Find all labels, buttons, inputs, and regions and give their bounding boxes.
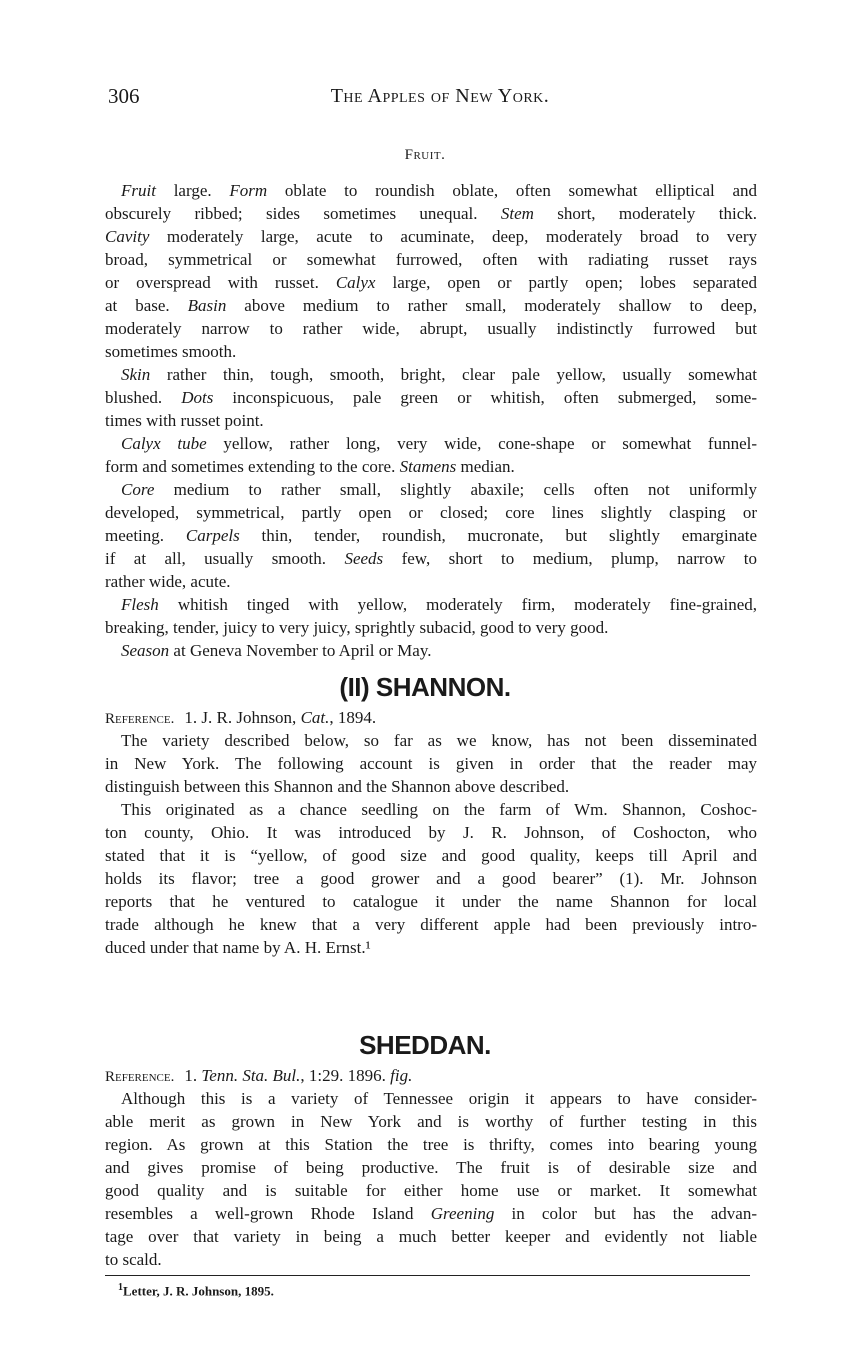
text-run: resembles a well-grown Rhode Island [105,1204,431,1223]
text-line [105,1202,757,1225]
shannon-reference [105,706,757,729]
text-line [105,1110,757,1133]
text-run: duced under that name by A. H. Ernst.¹ [105,938,371,957]
footnote-text: Letter, J. R. Johnson, 1895. [123,1283,274,1299]
shannon-section [105,706,757,959]
sheddan-body [105,1087,757,1271]
text-line [105,775,757,798]
text-run: distinguish between this Shannon and the Shannon above described. [105,777,570,796]
paragraph [105,1087,757,1271]
text-run: short, moderately thick. [533,204,757,223]
text-run: moderately narrow to rather wide, abrupt, usually indistinctly furrowed but [105,319,757,338]
text-line [105,455,757,478]
text-line [105,1248,757,1271]
text-run: above medium to rather small, moderately shallow to deep, [226,296,757,315]
italic-term: Fruit [121,181,156,200]
text-run: 1. J. R. Johnson, [184,708,301,727]
text-line [105,271,757,294]
paragraph [105,432,757,478]
text-line [105,409,757,432]
section-heading-fruit: Fruit. [404,147,446,163]
text-run: and gives promise of being productive. The fruit is of desirable size and [105,1158,757,1177]
paragraph [105,179,757,363]
text-run: tage over that variety in being a much better keeper and evidently not liable [105,1227,757,1246]
text-run: ton county, Ohio. It was introduced by J. R. Johnson, of Coshocton, who [105,823,757,842]
text-line [105,547,757,570]
footnote [118,1282,274,1299]
italic-term: Seeds [344,549,384,568]
footnote-mark: 1 [118,1282,123,1293]
text-run: times with russet point. [105,411,264,430]
text-line [105,639,757,662]
text-run: rather thin, tough, smooth, bright, clear pale yellow, usually somewhat [150,365,757,384]
reference-text [184,1066,412,1085]
text-line [105,202,757,225]
text-run: stated that it is “yellow, of good size and good quality, keeps till April and [105,846,757,865]
text-run: reports that he ventured to catalogue it under the name Shannon for local [105,892,757,911]
text-line [105,179,757,202]
text-run: 1. [184,1066,202,1085]
text-run: meeting. [105,526,186,545]
text-line [105,913,757,936]
italic-term: Cavity [105,227,150,246]
text-run: obscurely ribbed; sides sometimes unequal. [105,204,501,223]
italic-term: Greening [430,1204,495,1223]
text-line [105,821,757,844]
italic-term: Calyx tube [121,434,207,453]
text-run: large, open or partly open; lobes separated [375,273,757,292]
text-run: breaking, tender, juicy to very juicy, sprightly subacid, good to very good. [105,618,609,637]
reference-label: Reference. [105,1069,175,1085]
text-line [105,1156,757,1179]
italic-term: Cat. [300,708,330,727]
text-run: in color but has the advan- [494,1204,757,1223]
text-run: good quality and is suitable for either home use or market. It somewhat [105,1181,757,1200]
text-line [105,478,757,501]
text-run: broad, symmetrical or somewhat furrowed, often with radiating russet rays [105,250,757,269]
text-line [105,294,757,317]
italic-term: fig. [390,1066,413,1085]
heading-sheddan: SHEDDAN. [359,1030,491,1060]
reference-text [184,708,376,727]
paragraph [105,729,757,798]
italic-term: Stamens [399,457,457,476]
text-line [105,844,757,867]
text-run: rather wide, acute. [105,572,231,591]
text-run: whitish tinged with yellow, moderately firm, moderately fine-grained, [158,595,757,614]
text-run: region. As grown at this Station the tree is thrifty, comes into bearing young [105,1135,757,1154]
italic-term: Basin [187,296,227,315]
text-run: developed, symmetrical, partly open or closed; core lines slightly clasping or [105,503,757,522]
text-run: moderately large, acute to acuminate, deep, moderately broad to very [149,227,757,246]
italic-term: Flesh [121,595,159,614]
italic-term: Tenn. Sta. Bul. [201,1066,301,1085]
text-run: This originated as a chance seedling on the farm of Wm. Shannon, Coshoc- [121,800,757,819]
text-line [105,225,757,248]
italic-term: Dots [181,388,214,407]
text-run: Although this is a variety of Tennessee origin it appears to have consider- [121,1089,757,1108]
text-line [105,1133,757,1156]
paragraph [105,798,757,959]
text-line [105,867,757,890]
italic-term: Season [121,641,170,660]
text-run: or overspread with russet. [105,273,336,292]
sheddan-section [105,1064,757,1271]
text-run: The variety described below, so far as we know, has not been disseminated [121,731,757,750]
paragraph [105,478,757,593]
text-run: holds its flavor; tree a good grower and a good bearer” (1). Mr. Johnson [105,869,757,888]
text-line [105,363,757,386]
text-run: large. [155,181,230,200]
text-line [105,1225,757,1248]
text-run: yellow, rather long, very wide, cone-shape or somewhat funnel- [206,434,758,453]
text-line [105,616,757,639]
page-number: 306 [108,84,140,108]
text-line [105,501,757,524]
text-run: few, short to medium, plump, narrow to [383,549,757,568]
italic-term: Carpels [185,526,240,545]
paragraph [105,363,757,432]
text-run: , 1894. [329,708,377,727]
text-line [105,317,757,340]
text-run: if at all, usually smooth. [105,549,345,568]
text-line [105,570,757,593]
text-run: at Geneva November to April or May. [169,641,432,660]
text-run: to scald. [105,1250,162,1269]
text-run: blushed. [105,388,182,407]
text-line [105,890,757,913]
text-run: medium to rather small, slightly abaxile; cells often not uniformly [154,480,757,499]
text-line [105,340,757,363]
italic-term: Form [229,181,268,200]
footnote-rule [105,1275,750,1276]
italic-term: Stem [500,204,534,223]
text-line [105,729,757,752]
text-line [105,1087,757,1110]
sheddan-reference [105,1064,757,1087]
text-run: form and sometimes extending to the core. [105,457,400,476]
heading-shannon: (II) SHANNON. [339,672,511,702]
italic-term: Calyx [335,273,376,292]
text-run: at base. [105,296,188,315]
text-run: median. [456,457,515,476]
text-run: oblate to roundish oblate, often somewhat elliptical and [267,181,757,200]
text-run: trade although he knew that a very different apple had been previously intro- [105,915,757,934]
running-title: The Apples of New York. [330,85,550,107]
italic-term: Skin [121,365,151,384]
reference-label: Reference. [105,711,175,727]
text-line [105,798,757,821]
text-run: thin, tender, roundish, mucronate, but slightly emarginate [239,526,758,545]
italic-term: Core [121,480,155,499]
text-line [105,248,757,271]
text-line [105,432,757,455]
fruit-description [105,179,757,662]
shannon-body [105,729,757,959]
text-line [105,524,757,547]
text-run: in New York. The following account is given in order that the reader may [105,754,757,773]
text-run: inconspicuous, pale green or whitish, often submerged, some- [213,388,757,407]
text-run: , 1:29. 1896. [300,1066,391,1085]
text-run: able merit as grown in New York and is worthy of further testing in this [105,1112,757,1131]
text-run: sometimes smooth. [105,342,237,361]
text-line [105,936,757,959]
paragraph [105,639,757,662]
text-line [105,593,757,616]
text-line [105,752,757,775]
text-line [105,1179,757,1202]
text-line [105,386,757,409]
paragraph [105,593,757,639]
